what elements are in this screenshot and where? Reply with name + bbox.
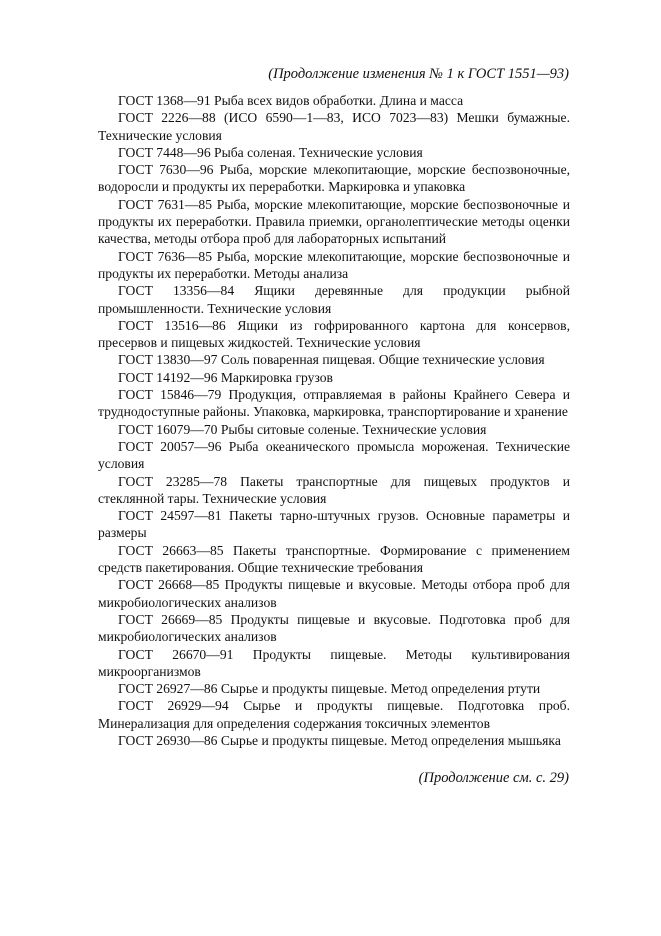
standard-entry: ГОСТ 13356—84 Ящики деревянные для продукции рыбной промышленности. Технические условия <box>98 283 570 316</box>
standard-entry: ГОСТ 26927—86 Сырье и продукты пищевые. Метод определения ртути <box>118 681 541 697</box>
standard-entry: ГОСТ 14192—96 Маркировка грузов <box>118 369 333 385</box>
standard-entry: ГОСТ 23285—78 Пакеты транспортные для пищевых продуктов и стеклянной тары. Технические условия <box>98 473 570 506</box>
standard-entry: ГОСТ 7631—85 Рыба, морские млекопитающие, морские беспозвоночные и продукты их переработки. Правила приемки, органолептические методы оценки качества, методы отбора проб для лабораторных испытаний <box>98 196 570 247</box>
standard-entry: ГОСТ 7630—96 Рыба, морские млекопитающие, морские беспозвоночные, водоросли и продукты их переработки. Маркировка и упаковка <box>98 162 570 195</box>
standard-entry: ГОСТ 13516—86 Ящики из гофрированного картона для консервов, пресервов и пищевых жидкостей. Технические условия <box>98 317 570 351</box>
standard-entry: ГОСТ 7448—96 Рыба соленая. Технические условия <box>118 144 423 160</box>
standard-entry: ГОСТ 20057—96 Рыба океанического промысла мороженая. Технические условия <box>98 438 570 472</box>
continuation-footer: (Продолжение см. с. 29) <box>418 770 569 786</box>
standard-entry: ГОСТ 26668—85 Продукты пищевые и вкусовые. Методы отбора проб для микробиологических анализов <box>98 577 570 610</box>
standard-entry: ГОСТ 26929—94 Сырье и продукты пищевые. Подготовка проб. Минерализация для определения содержания токсичных элементов <box>98 698 570 731</box>
standard-entry: ГОСТ 15846—79 Продукция, отправляемая в районы Крайнего Севера и труднодоступные районы. Упаковка, маркировка, транспортирование и хранение <box>98 387 570 420</box>
standard-entry: ГОСТ 1368—91 Рыба всех видов обработки. Длина и масса <box>118 93 464 108</box>
standard-entry: ГОСТ 16079—70 Рыбы ситовые соленые. Технические условия <box>118 421 487 437</box>
standard-entry: ГОСТ 26930—86 Сырье и продукты пищевые. Метод определения мышьяка <box>118 732 561 748</box>
standard-entry: ГОСТ 7636—85 Рыба, морские млекопитающие, морские беспозвоночные и продукты их переработки. Методы анализа <box>98 248 570 281</box>
continuation-header: (Продолжение изменения № 1 к ГОСТ 1551—93) <box>268 66 569 82</box>
standard-entry: ГОСТ 26669—85 Продукты пищевые и вкусовые. Подготовка проб для микробиологических анализов <box>98 611 570 645</box>
standard-entry: ГОСТ 26670—91 Продукты пищевые. Методы культивирования микроорганизмов <box>98 646 570 679</box>
standard-entry: ГОСТ 2226—88 (ИСО 6590—1—83, ИСО 7023—83) Мешки бумажные. Технические условия <box>98 110 570 143</box>
standards-list <box>98 92 570 749</box>
standard-entry: ГОСТ 24597—81 Пакеты тарно-штучных грузов. Основные параметры и размеры <box>98 508 570 541</box>
standard-entry: ГОСТ 26663—85 Пакеты транспортные. Формирование с применением средств пакетирования. Общие технические требования <box>98 542 570 576</box>
standard-entry: ГОСТ 13830—97 Соль поваренная пищевая. Общие технические условия <box>118 352 545 368</box>
